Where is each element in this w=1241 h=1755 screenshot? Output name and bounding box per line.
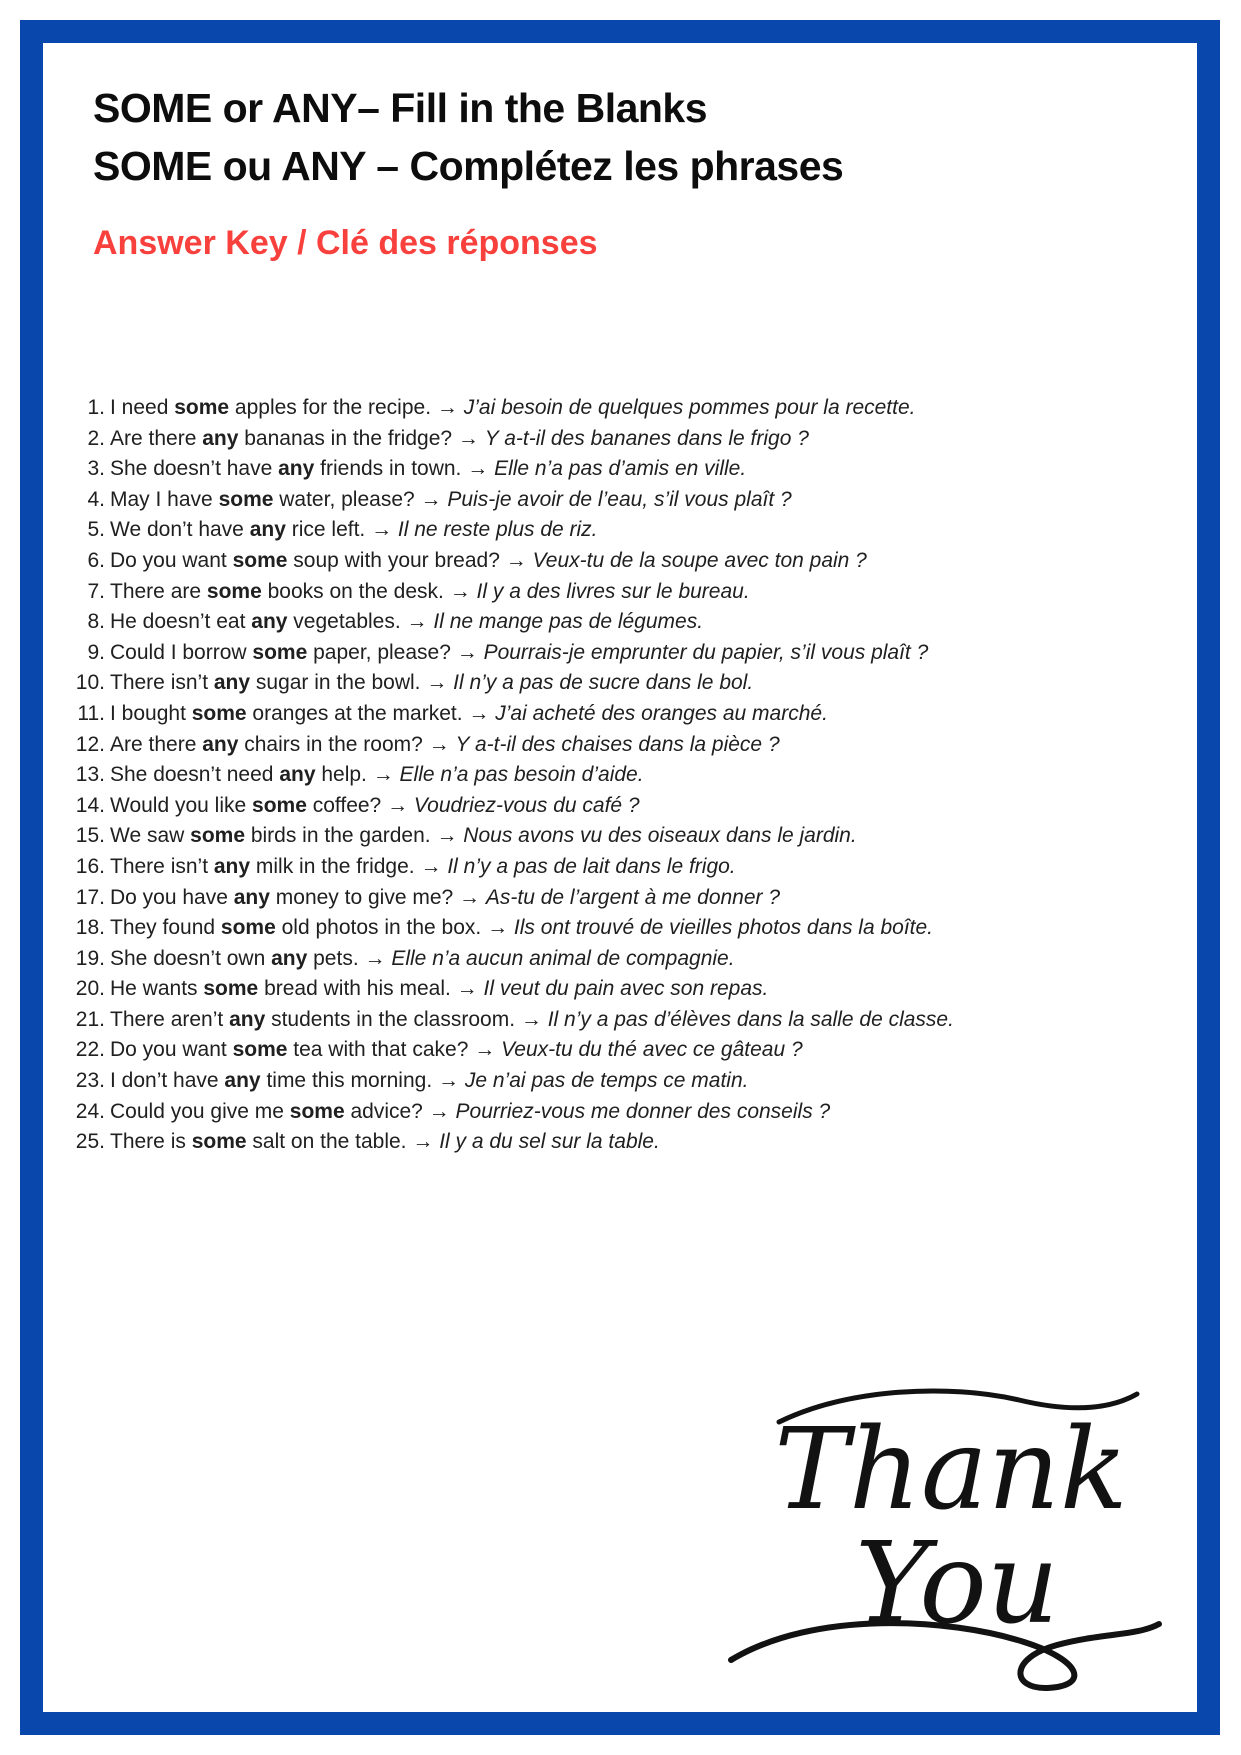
item-english-before: I bought xyxy=(110,701,192,725)
item-french: J’ai acheté des oranges au marché. xyxy=(495,701,828,725)
item-english-after: salt on the table. xyxy=(246,1130,407,1154)
item-answer-word: some xyxy=(232,1038,288,1062)
item-english-before: Are there xyxy=(110,426,203,450)
arrow-glyph: → xyxy=(414,487,448,511)
item-number: 21. xyxy=(75,1007,105,1031)
item-english-before: There aren’t xyxy=(110,1007,230,1031)
arrow-glyph: → xyxy=(420,671,454,695)
item-english-after: apples for the recipe. xyxy=(229,396,432,419)
item-number: 9. xyxy=(87,640,105,664)
page-title-line1: SOME or ANY– Fill in the Blanks xyxy=(93,85,708,131)
answer-item xyxy=(63,699,1147,730)
item-english-after: vegetables. xyxy=(287,610,401,634)
thank-you-word-thank: Thank xyxy=(774,1405,1128,1535)
item-answer-word: any xyxy=(249,518,286,542)
item-english-before: She doesn’t have xyxy=(110,457,279,481)
item-answer-word: some xyxy=(206,579,262,603)
item-number: 17. xyxy=(75,885,105,909)
item-english-after: pets. xyxy=(307,946,359,970)
item-number: 4. xyxy=(87,487,105,511)
item-answer-word: any xyxy=(229,1007,266,1031)
item-sentence xyxy=(110,1066,749,1097)
item-french: Nous avons vu des oiseaux dans le jardin. xyxy=(463,824,857,848)
answer-item xyxy=(63,730,1147,761)
item-english-after: milk in the fridge. xyxy=(250,854,415,878)
item-number: 19. xyxy=(75,946,105,970)
item-english-before: He doesn’t eat xyxy=(110,610,252,634)
item-french: Il y a des livres sur le bureau. xyxy=(476,579,750,603)
item-sentence xyxy=(110,424,809,455)
item-answer-word: any xyxy=(251,610,288,634)
thank-you-script xyxy=(719,1370,1169,1700)
item-english-before: They found xyxy=(110,916,221,940)
item-number: 22. xyxy=(75,1038,105,1062)
item-number: 6. xyxy=(87,548,105,572)
answer-item xyxy=(63,1035,1147,1066)
item-english-after: soup with your bread? xyxy=(287,548,500,572)
item-english-after: time this morning. xyxy=(260,1069,433,1093)
item-number: 23. xyxy=(75,1069,105,1093)
item-english-after: money to give me? xyxy=(269,885,454,909)
item-french: Veux-tu de la soupe avec ton pain ? xyxy=(532,548,867,572)
arrow-glyph: → xyxy=(400,610,434,634)
item-answer-word: any xyxy=(224,1069,261,1093)
item-french: Elle n’a aucun animal de compagnie. xyxy=(391,946,735,970)
arrow-glyph: → xyxy=(453,885,486,909)
item-number: 16. xyxy=(75,854,105,878)
item-french: Ils ont trouvé de vieilles photos dans la boîte. xyxy=(513,916,934,940)
item-sentence xyxy=(110,1005,954,1036)
item-sentence xyxy=(110,760,644,791)
answer-item xyxy=(63,1097,1147,1128)
arrow-glyph: → xyxy=(499,548,533,572)
item-number: 20. xyxy=(75,977,105,1001)
item-english-before: I need xyxy=(110,396,175,419)
item-english-before: Would you like xyxy=(110,793,253,817)
item-sentence xyxy=(110,944,735,975)
item-english-before: There isn’t xyxy=(110,854,214,878)
item-english-after: advice? xyxy=(344,1099,423,1123)
item-french: Il n’y a pas de lait dans le frigo. xyxy=(447,854,736,878)
item-english-before: I don’t have xyxy=(110,1069,225,1093)
item-sentence xyxy=(110,883,780,914)
answer-item xyxy=(63,883,1147,914)
item-sentence xyxy=(110,913,933,944)
item-french: Voudriez-vous du café ? xyxy=(413,793,640,817)
answer-item xyxy=(63,393,1147,424)
item-english-before: Do you want xyxy=(110,548,233,572)
item-english-before: She doesn’t own xyxy=(110,946,272,970)
answer-item xyxy=(63,974,1147,1005)
item-sentence xyxy=(110,546,867,577)
item-english-before: There isn’t xyxy=(110,671,214,695)
item-french: Puis-je avoir de l’eau, s’il vous plaît ? xyxy=(447,487,792,511)
item-sentence xyxy=(110,699,828,730)
answer-item xyxy=(63,944,1147,975)
item-english-before: We don’t have xyxy=(110,518,250,542)
item-answer-word: any xyxy=(279,763,316,787)
item-sentence xyxy=(110,515,598,546)
item-english-after: water, please? xyxy=(273,487,415,511)
arrow-glyph: → xyxy=(450,977,484,1001)
item-number: 1. xyxy=(87,396,105,419)
item-english-after: help. xyxy=(315,763,367,787)
item-french: As-tu de l’argent à me donner ? xyxy=(485,885,781,909)
thank-you-calligraphy xyxy=(719,1370,1169,1700)
answer-item xyxy=(63,791,1147,822)
item-english-before: Could you give me xyxy=(110,1099,290,1123)
item-french: J’ai besoin de quelques pommes pour la recette. xyxy=(463,396,916,419)
item-answer-word: some xyxy=(220,916,276,940)
item-number: 7. xyxy=(87,579,105,603)
item-sentence xyxy=(110,974,768,1005)
item-sentence xyxy=(110,668,753,699)
item-french: Je n’ai pas de temps ce matin. xyxy=(464,1069,749,1093)
item-answer-word: some xyxy=(191,701,247,725)
arrow-glyph: → xyxy=(452,426,485,450)
item-answer-word: some xyxy=(252,640,308,664)
answer-item xyxy=(63,454,1147,485)
arrow-glyph: → xyxy=(431,396,464,419)
answer-item xyxy=(63,638,1147,669)
item-number: 13. xyxy=(75,763,105,787)
arrow-glyph: → xyxy=(430,824,464,848)
item-sentence xyxy=(110,791,640,822)
answer-item xyxy=(63,515,1147,546)
arrow-glyph: → xyxy=(422,1099,456,1123)
item-number: 24. xyxy=(75,1099,105,1123)
item-english-before: There is xyxy=(110,1130,192,1154)
item-number: 25. xyxy=(75,1130,105,1154)
answer-item xyxy=(63,546,1147,577)
arrow-glyph: → xyxy=(481,916,514,940)
arrow-glyph: → xyxy=(515,1007,548,1031)
item-english-before: Are there xyxy=(110,732,203,756)
item-english-after: students in the classroom. xyxy=(265,1007,516,1031)
answer-item xyxy=(63,577,1147,608)
item-french: Il ne reste plus de riz. xyxy=(397,518,598,542)
answer-item xyxy=(63,485,1147,516)
answer-item xyxy=(63,852,1147,883)
thank-you-word-you: You xyxy=(855,1519,1059,1649)
item-english-before: She doesn’t need xyxy=(110,763,280,787)
item-english-before: Do you want xyxy=(110,1038,233,1062)
item-answer-word: some xyxy=(190,824,245,848)
item-english-after: oranges at the market. xyxy=(246,701,463,725)
item-french: Il veut du pain avec son repas. xyxy=(483,977,769,1001)
worksheet-page xyxy=(43,43,1197,1712)
item-number: 15. xyxy=(75,824,105,848)
item-answer-word: any xyxy=(278,457,315,481)
item-number: 2. xyxy=(87,426,105,450)
item-english-after: tea with that cake? xyxy=(287,1038,469,1062)
item-sentence xyxy=(110,852,736,883)
item-english-after: old photos in the box. xyxy=(275,916,482,940)
item-number: 3. xyxy=(87,457,105,481)
answer-item xyxy=(63,668,1147,699)
arrow-glyph: → xyxy=(358,946,392,970)
item-english-after: books on the desk. xyxy=(261,579,444,603)
item-french: Y a-t-il des chaises dans la pièce ? xyxy=(455,732,780,756)
item-number: 8. xyxy=(87,610,105,634)
arrow-glyph: → xyxy=(450,640,484,664)
item-number: 14. xyxy=(75,793,105,817)
item-number: 10. xyxy=(75,671,105,695)
item-sentence xyxy=(110,393,916,424)
arrow-glyph: → xyxy=(443,579,477,603)
item-sentence xyxy=(110,638,928,669)
item-french: Y a-t-il des bananes dans le frigo ? xyxy=(484,426,809,450)
item-french: Pourrais-je emprunter du papier, s’il vous plaît ? xyxy=(483,640,929,664)
item-sentence xyxy=(110,730,780,761)
answer-item xyxy=(63,1005,1147,1036)
answer-item xyxy=(63,1066,1147,1097)
answer-item xyxy=(63,1127,1147,1158)
item-answer-word: some xyxy=(289,1099,345,1123)
item-sentence xyxy=(110,1127,660,1158)
item-answer-word: some xyxy=(232,548,288,572)
item-answer-word: some xyxy=(218,487,274,511)
item-english-before: Do you have xyxy=(110,885,234,909)
answer-item xyxy=(63,821,1147,852)
item-number: 11. xyxy=(77,701,105,725)
item-sentence xyxy=(110,577,750,608)
arrow-glyph: → xyxy=(462,701,496,725)
item-answer-word: some xyxy=(203,977,259,1001)
item-english-before: He wants xyxy=(110,977,204,1001)
arrow-glyph: → xyxy=(366,763,400,787)
item-number: 18. xyxy=(75,916,105,940)
item-english-after: sugar in the bowl. xyxy=(250,671,421,695)
item-answer-word: any xyxy=(271,946,308,970)
arrow-glyph: → xyxy=(422,732,456,756)
item-french: Il n’y a pas de sucre dans le bol. xyxy=(453,671,754,695)
item-english-before: May I have xyxy=(110,487,219,511)
item-english-after: bread with his meal. xyxy=(258,977,451,1001)
page-title-line2: SOME ou ANY – Complétez les phrases xyxy=(93,143,844,189)
answer-item xyxy=(63,760,1147,791)
item-french: Elle n’a pas d’amis en ville. xyxy=(494,457,747,481)
item-sentence xyxy=(110,485,792,516)
item-french: Pourriez-vous me donner des conseils ? xyxy=(455,1099,831,1123)
arrow-glyph: → xyxy=(468,1038,502,1062)
item-answer-word: some xyxy=(174,396,230,419)
arrow-glyph: → xyxy=(406,1130,440,1154)
item-answer-word: any xyxy=(202,732,239,756)
item-number: 5. xyxy=(87,518,105,542)
item-sentence xyxy=(110,454,746,485)
item-english-before: There are xyxy=(110,579,207,603)
arrow-glyph: → xyxy=(432,1069,465,1093)
page-border xyxy=(20,20,1220,1735)
item-english-after: bananas in the fridge? xyxy=(238,426,453,450)
answer-item xyxy=(63,607,1147,638)
item-sentence xyxy=(110,821,857,852)
arrow-glyph: → xyxy=(461,457,495,481)
item-english-after: chairs in the room? xyxy=(238,732,423,756)
answer-item xyxy=(63,424,1147,455)
item-english-after: coffee? xyxy=(306,793,382,817)
item-answer-word: some xyxy=(252,793,307,817)
item-english-before: We saw xyxy=(110,824,191,848)
item-answer-word: any xyxy=(202,426,239,450)
item-english-after: friends in town. xyxy=(314,457,462,481)
answers-list xyxy=(63,393,1147,1158)
item-number: 12. xyxy=(75,732,105,756)
item-french: Veux-tu du thé avec ce gâteau ? xyxy=(501,1038,803,1062)
item-french: Elle n’a pas besoin d’aide. xyxy=(399,763,644,787)
item-french: Il ne mange pas de légumes. xyxy=(433,610,704,634)
item-sentence xyxy=(110,1035,803,1066)
item-french: Il y a du sel sur la table. xyxy=(439,1130,660,1154)
answer-item xyxy=(63,913,1147,944)
item-answer-word: any xyxy=(213,854,251,878)
item-english-after: birds in the garden. xyxy=(245,824,431,848)
arrow-glyph: → xyxy=(365,518,398,542)
item-english-after: rice left. xyxy=(285,518,366,542)
arrow-glyph: → xyxy=(381,793,414,817)
item-answer-word: some xyxy=(191,1130,247,1154)
item-sentence xyxy=(110,607,703,638)
item-french: Il n’y a pas d’élèves dans la salle de classe. xyxy=(547,1007,954,1031)
item-english-before: Could I borrow xyxy=(110,640,253,664)
answer-key-heading: Answer Key / Clé des réponses xyxy=(93,224,598,262)
item-english-after: paper, please? xyxy=(307,640,451,664)
arrow-glyph: → xyxy=(414,854,448,878)
item-answer-word: any xyxy=(233,885,270,909)
item-answer-word: any xyxy=(213,671,251,695)
page-title xyxy=(93,79,1147,195)
item-sentence xyxy=(110,1097,830,1128)
